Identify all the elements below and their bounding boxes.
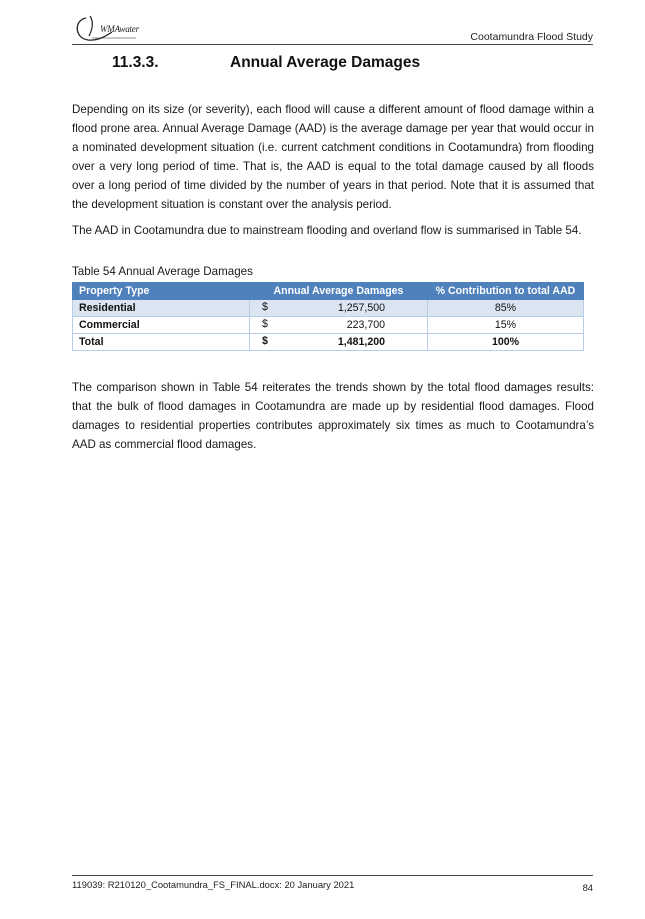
table-row [73,300,584,317]
cell-property-type: Residential [73,300,250,317]
table-row-total [73,334,584,351]
cell-percent: 85% [428,300,584,317]
header-property-type: Property Type [73,283,250,300]
currency-symbol: $ [262,335,268,347]
header-percent-contribution: % Contribution to total AAD [428,283,584,300]
cell-property-type: Commercial [73,317,250,334]
logo-text: WMAwater [100,24,139,34]
damage-amount: 223,700 [346,319,385,331]
table-header-row [73,283,584,300]
header-annual-average-damages: Annual Average Damages [250,283,428,300]
header-divider [72,44,593,45]
paragraph-aad-definition: Depending on its size (or severity), each flood will cause a different amount of flood damage within a flood prone area. Annual Average Damage (AAD) is the average damage per year that would occur in a nominated development situation (i.e. current catchment conditions in Cootamundra) from flooding over a very long period of time. That is, the AAD is equal to the total damage caused by all floods over a long period of time divided by the number of years in that period. Note that it is assumed that the development situation is constant over the analysis period. [72,102,594,211]
section-title: Annual Average Damages [230,54,421,71]
aad-table [72,282,584,351]
table-caption: Table 54 Annual Average Damages [72,265,253,278]
currency-symbol: $ [262,318,268,330]
section-heading [112,54,420,72]
table-row [73,317,584,334]
cell-damages [250,317,428,334]
paragraph-comparison: The comparison shown in Table 54 reiterates the trends shown by the total flood damages results: that the bulk of flood damages in Cootamundra are made up by residential flood damages. Flood damages to residential properties contributes approximately six times as much to Cootamundra’s AAD as commercial flood damages. [72,380,594,451]
cell-percent: 15% [428,317,584,334]
page-number: 84 [582,882,593,893]
footer-divider [72,875,593,876]
header-title: Cootamundra Flood Study [470,31,593,43]
cell-damages [250,334,428,351]
cell-damages [250,300,428,317]
cell-percent: 100% [428,334,584,351]
damage-amount: 1,257,500 [337,302,385,314]
paragraph-aad-summary: The AAD in Cootamundra due to mainstream flooding and overland flow is summarised in Table 54. [72,223,582,237]
section-number: 11.3.3. [112,54,159,71]
currency-symbol: $ [262,301,268,313]
footer-document-reference: 119039: R210120_Cootamundra_FS_FINAL.docx: 20 January 2021 [72,879,355,890]
cell-property-type: Total [73,334,250,351]
damage-amount: 1,481,200 [337,336,385,348]
